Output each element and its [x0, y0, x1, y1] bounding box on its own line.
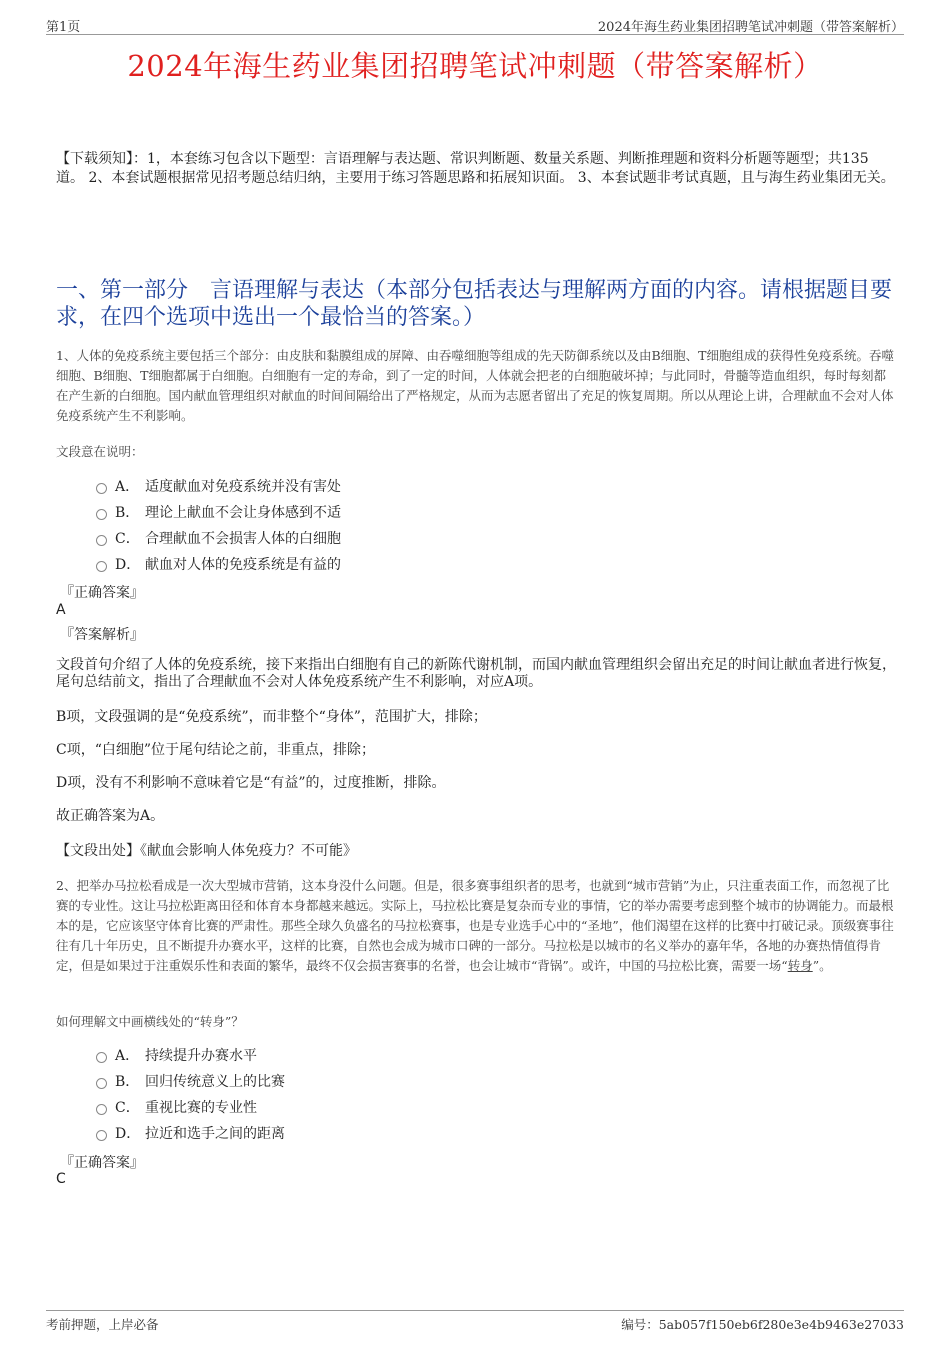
- download-notice: 【下载须知】：1，本套练习包含以下题型：言语理解与表达题、常识判断题、数量关系题、判断推理题和资料分析题等题型；共135道。 2、本套试题根据常见招考题总结归纳，主要用于练习答题思路和拓展知识面。 3、本套试题非考试真题，且与海生药业集团无关。: [56, 151, 895, 186]
- q1-answer: A: [56, 602, 66, 618]
- option-letter: B．: [115, 1074, 140, 1090]
- q1-answer-label: 『正确答案』: [60, 585, 144, 601]
- q1-analysis-para: B项，文段强调的是“免疫系统”，而非整个“身体”，范围扩大，排除；: [56, 709, 487, 725]
- q1-analysis-para: C项，“白细胞”位于尾句结论之前，非重点，排除；: [56, 742, 376, 758]
- q2-option-c[interactable]: [96, 1097, 257, 1117]
- page-header: [46, 14, 904, 35]
- footer-slogan: 考前押题，上岸必备: [46, 1317, 159, 1332]
- q2-option-b[interactable]: [96, 1071, 285, 1091]
- option-letter: C．: [115, 1100, 140, 1116]
- q1-analysis-para: 故正确答案为A。: [56, 808, 165, 824]
- option-text: 献血对人体的免疫系统是有益的: [145, 557, 341, 573]
- option-letter: A．: [115, 479, 140, 495]
- question-1-text: 1、人体的免疫系统主要包括三个部分：由皮肤和黏膜组成的屏障、由吞噬细胞等组成的先天防御系统以及由B细胞、T细胞组成的获得性免疫系统。吞噬细胞、B细胞、T细胞都属于白细胞。白细胞有一定的寿命，到了一定的时间，人体就会把老的白细胞破坏掉；与此同时，骨髓等造血组织，每时每刻都在产生新的白细胞。国内献血管理组织对献血的时间间隔给出了严格规定，从而为志愿者留出了充足的恢复周期。所以从理论上讲，合理献血不会对人体免疫系统产生不利影响。: [56, 348, 894, 423]
- option-text: 适度献血对免疫系统并没有害处: [145, 479, 341, 495]
- footer-doc-id: 编号：5ab057f150eb6f280e3e4b9463e27033: [621, 1317, 904, 1332]
- q1-option-c[interactable]: [96, 528, 341, 548]
- q1-option-b[interactable]: [96, 502, 341, 522]
- q1-source: 【文段出处】《献血会影响人体免疫力？不可能》: [56, 843, 357, 859]
- option-text: 持续提升办赛水平: [145, 1048, 257, 1064]
- q1-option-d[interactable]: [96, 554, 341, 574]
- question-2-text-end: ”。: [812, 958, 832, 973]
- question-1-prompt: 文段意在说明：: [56, 444, 144, 459]
- question-2-text: [56, 876, 896, 976]
- option-letter: D．: [115, 1126, 141, 1142]
- question-2-text-start: 2、把举办马拉松看成是一次大型城市营销，这本身没什么问题。但是，很多赛事组织者的思考，也就到“城市营销”为止，只注重表面工作，而忽视了比赛的专业性。这让马拉松距离田径和体育本身都越来越远。实际上，马拉松比赛是复杂而专业的事情，它的举办需要考虑到整个城市的协调能力。而最根本的是，它应该坚守体育比赛的严肃性。那些全球久负盛名的马拉松赛事，也是专业选手心中的“圣地”，他们渴望在这样的比赛中打破记录。顶级赛事往往有几十年历史，且不断提升办赛水平，这样的比赛，自然也会成为城市口碑的一部分。马拉松是以城市的名义举办的嘉年华，各地的办赛热情值得肯定，但是如果过于注重娱乐性和表面的繁华，最终不仅会损害赛事的名誉，也会让城市“背锅”。或许，中国的马拉松比赛，需要一场“: [56, 878, 894, 973]
- option-text: 合理献血不会损害人体的白细胞: [145, 531, 341, 547]
- question-2-prompt: 如何理解文中画横线处的“转身”？: [56, 1014, 244, 1029]
- header-doc-title: 2024年海生药业集团招聘笔试冲刺题（带答案解析）: [597, 20, 904, 35]
- radio-icon[interactable]: [96, 483, 107, 494]
- option-letter: B．: [115, 505, 140, 521]
- page-title: 2024年海生药业集团招聘笔试冲刺题（带答案解析）: [127, 49, 823, 83]
- radio-icon[interactable]: [96, 1078, 107, 1089]
- radio-icon[interactable]: [96, 1104, 107, 1115]
- radio-icon[interactable]: [96, 535, 107, 546]
- q2-answer: C: [56, 1171, 66, 1187]
- radio-icon[interactable]: [96, 1130, 107, 1141]
- option-text: 回归传统意义上的比赛: [145, 1074, 285, 1090]
- underlined-term: 转身: [787, 958, 813, 973]
- q2-option-d[interactable]: [96, 1123, 285, 1143]
- radio-icon[interactable]: [96, 509, 107, 520]
- radio-icon[interactable]: [96, 561, 107, 572]
- page-number: 第1页: [46, 20, 81, 35]
- option-letter: A．: [115, 1048, 140, 1064]
- option-letter: C．: [115, 531, 140, 547]
- option-letter: D．: [115, 557, 141, 573]
- option-text: 重视比赛的专业性: [145, 1100, 257, 1116]
- q1-option-a[interactable]: [96, 476, 341, 496]
- radio-icon[interactable]: [96, 1052, 107, 1063]
- page-footer: [46, 1310, 904, 1332]
- q2-answer-label: 『正确答案』: [60, 1155, 144, 1171]
- section-title: 一、第一部分 言语理解与表达（本部分包括表达与理解两方面的内容。请根据题目要求，在四个选项中选出一个最恰当的答案。）: [56, 278, 893, 330]
- q1-analysis-para: D项，没有不利影响不意味着它是“有益”的，过度推断，排除。: [56, 775, 446, 791]
- option-text: 拉近和选手之间的距离: [145, 1126, 285, 1142]
- q1-analysis-label: 『答案解析』: [60, 627, 144, 643]
- q1-analysis-para: 文段首句介绍了人体的免疫系统，接下来指出白细胞有自己的新陈代谢机制，而国内献血管理组织会留出充足的时间让献血者进行恢复，尾句总结前文，指出了合理献血不会对人体免疫系统产生不利影响，对应A项。: [56, 657, 896, 690]
- option-text: 理论上献血不会让身体感到不适: [145, 505, 341, 521]
- q2-option-a[interactable]: [96, 1045, 257, 1065]
